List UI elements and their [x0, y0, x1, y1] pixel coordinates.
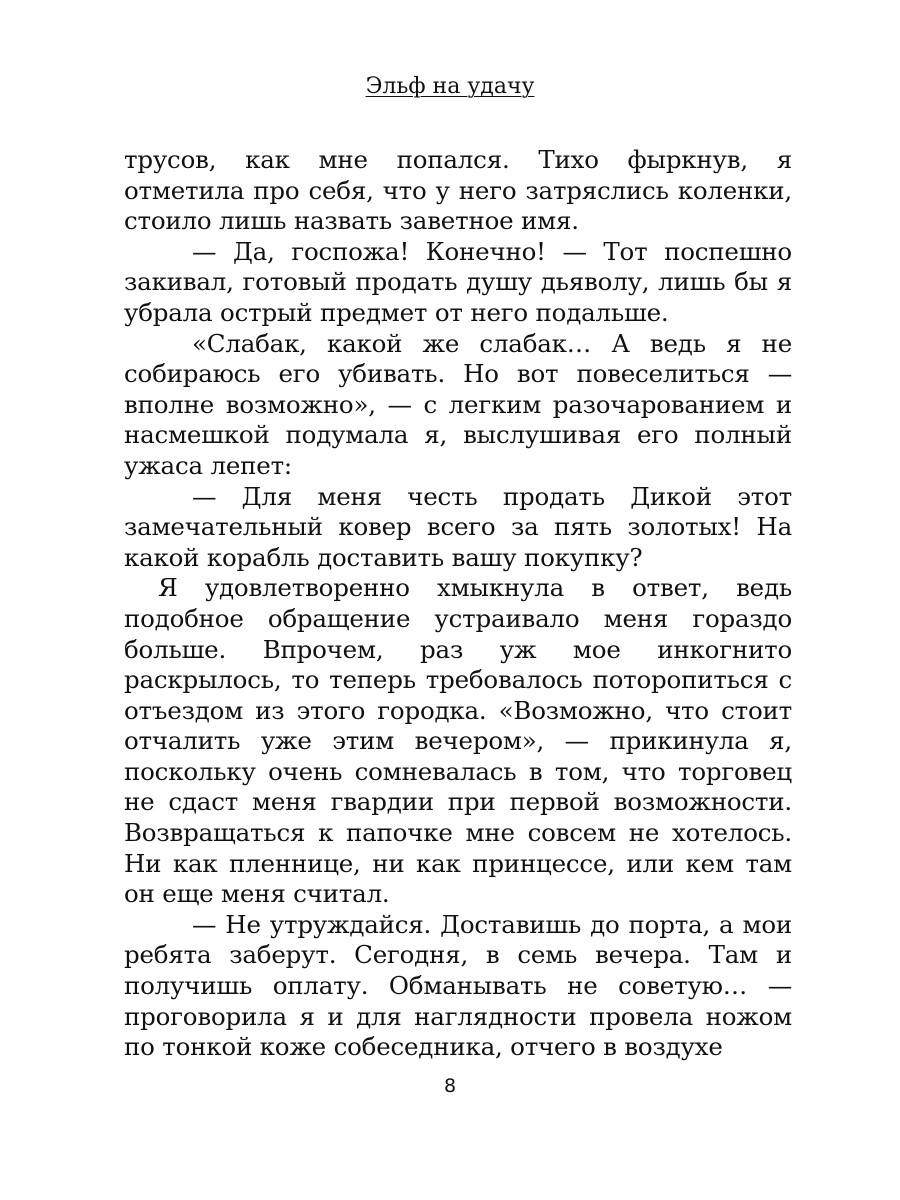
paragraph-1: трусов, как мне попался. Тихо фыркнув, я отметила про себя, что у него затряслись коленки, стоило лишь назвать заветное имя.: [124, 145, 792, 236]
paragraph-2: — Да, госпожа! Конечно! — Тот поспешно закивал, готовый продать душу дьяволу, лишь бы я убрала острый предмет от него подальше.: [124, 236, 792, 327]
page-number: 8: [443, 1075, 457, 1097]
paragraph-5: Я удовлетворенно хмыкнула в ответ, ведь подобное обращение устраивало меня гораздо больше. Впрочем, раз уж мое инкогнито раскрылось, то теперь требовалось поторопиться с отъездом из этого городка. «Возможно, что стоит отчалить уже этим вечером», — прикинула я, поскольку очень сомневалась в том, что торговец не сдаст меня гвардии при первой возможности. Возвращаться к папочке мне совсем не хотелось. Ни как пленнице, ни как принцессе, или кем там он еще меня считал.: [124, 573, 792, 909]
body-text: [124, 145, 792, 1063]
paragraph-4: — Для меня честь продать Дикой этот замечательный ковер всего за пять золотых! На какой корабль доставить вашу покупку?: [124, 481, 792, 572]
running-head: [0, 72, 900, 102]
paragraph-6: — Не утруждайся. Доставишь до порта, а мои ребята заберут. Сегодня, в семь вечера. Там и получишь оплату. Обманывать не советую… — проговорила я и для наглядности провела ножом по тонкой коже собеседника, отчего в воздухе: [124, 909, 792, 1062]
paragraph-3: «Слабак, какой же слабак… А ведь я не собираюсь его убивать. Но вот повеселиться — вполне возможно», — с легким разочарованием и насмешкой подумала я, выслушивая его полный ужаса лепет:: [124, 328, 792, 480]
book-title: Эльф на удачу: [365, 74, 535, 99]
